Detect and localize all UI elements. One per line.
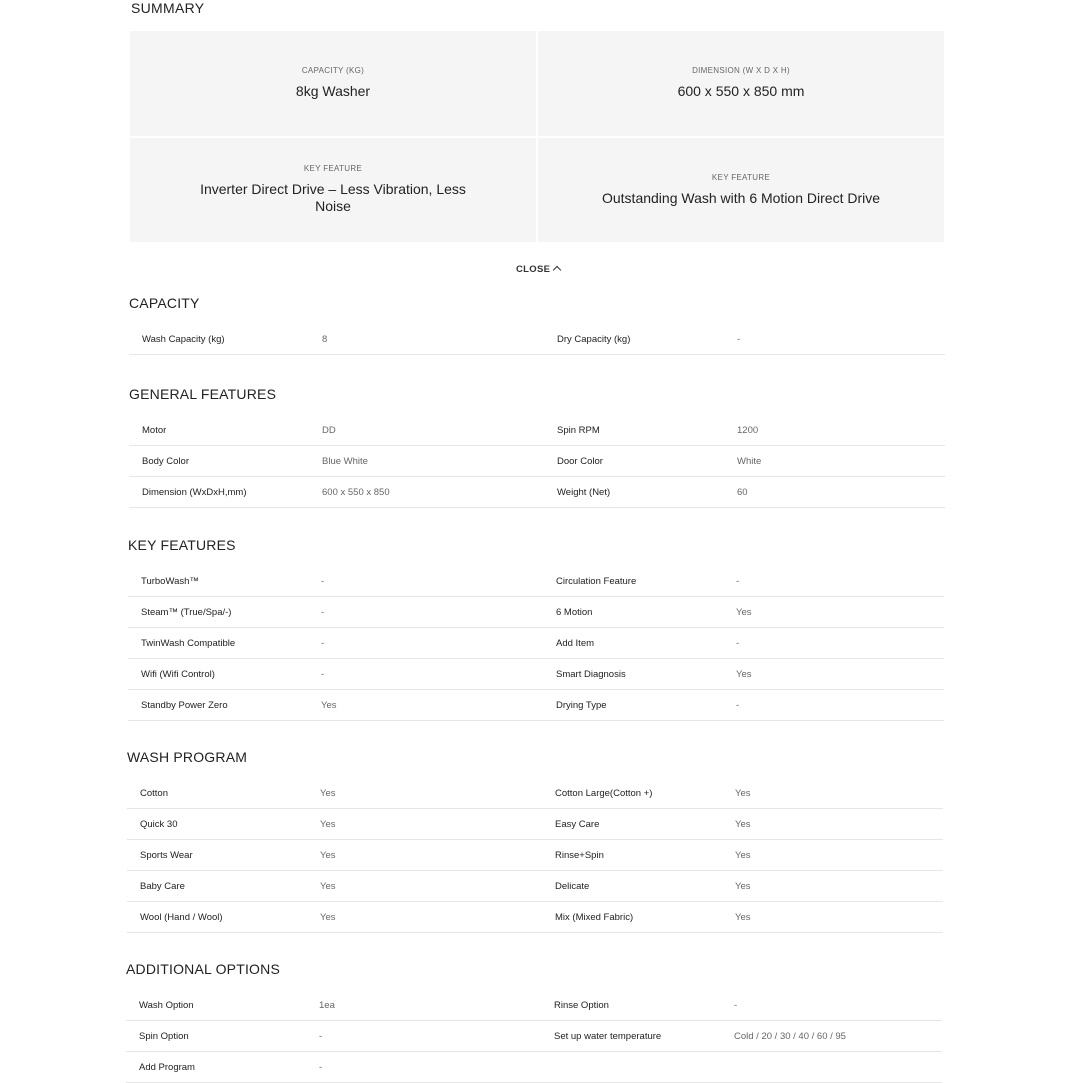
summary-value: 600 x 550 x 850 mm [677, 83, 805, 100]
spec-value: - [736, 699, 740, 711]
spec-key: Quick 30 [140, 818, 178, 830]
spec-key: Spin Option [139, 1030, 189, 1042]
spec-value: Yes [735, 880, 751, 892]
spec-key: Smart Diagnosis [556, 668, 626, 680]
table-row [128, 597, 944, 628]
summary-cell-key-feature-1 [130, 138, 536, 243]
spec-key: Set up water temperature [554, 1030, 662, 1042]
spec-value: Yes [735, 787, 751, 799]
spec-value: - [321, 606, 325, 618]
table-row [128, 628, 944, 659]
summary-label: DIMENSION (W X D X H) [692, 66, 790, 76]
spec-value: 1ea [319, 999, 335, 1011]
spec-value: Blue White [322, 455, 368, 467]
section-title: CAPACITY [129, 295, 200, 311]
spec-value: 600 x 550 x 850 [322, 486, 390, 498]
spec-key: Wool (Hand / Wool) [140, 911, 223, 923]
spec-key: Drying Type [556, 699, 607, 711]
spec-key: Spin RPM [557, 424, 600, 436]
table-row [129, 324, 945, 355]
spec-key: Sports Wear [140, 849, 193, 861]
spec-key: Circulation Feature [556, 575, 637, 587]
spec-key: Motor [142, 424, 167, 436]
section-capacity [129, 294, 945, 355]
table-row [127, 778, 943, 809]
spec-key: Door Color [557, 455, 603, 467]
summary-value: Inverter Direct Drive – Less Vibration, Less Noise [200, 181, 466, 215]
table-row [129, 415, 945, 446]
summary-label: CAPACITY (KG) [301, 66, 365, 76]
spec-key: Body Color [142, 455, 189, 467]
spec-key: Wash Capacity (kg) [142, 333, 225, 345]
summary-cell-key-feature-2 [538, 138, 944, 243]
summary-cell-capacity [130, 31, 536, 136]
spec-key: Wifi (Wifi Control) [141, 668, 215, 680]
spec-key: Dry Capacity (kg) [557, 333, 631, 345]
section-title: WASH PROGRAM [127, 749, 248, 765]
summary-title: SUMMARY [131, 0, 205, 16]
spec-value: Yes [735, 849, 751, 861]
spec-key: Mix (Mixed Fabric) [555, 911, 634, 923]
table-row [126, 1021, 942, 1052]
table-row [127, 809, 943, 840]
table-row [128, 659, 944, 690]
section-title: ADDITIONAL OPTIONS [126, 961, 280, 977]
spec-key: TwinWash Compatible [141, 637, 236, 649]
spec-value: White [737, 455, 762, 467]
summary-label: KEY FEATURE [303, 164, 363, 174]
spec-value: Yes [736, 668, 752, 680]
spec-key: Cotton [140, 787, 168, 799]
section-general-features [129, 385, 945, 508]
spec-key: Weight (Net) [557, 486, 611, 498]
table-row [128, 690, 944, 721]
spec-value: 1200 [737, 424, 759, 436]
spec-value: - [734, 999, 738, 1011]
spec-value: Yes [320, 787, 336, 799]
spec-key: Standby Power Zero [141, 699, 228, 711]
spec-key: Add Program [139, 1061, 195, 1073]
chevron-up-icon [553, 266, 561, 274]
spec-value: - [736, 637, 740, 649]
spec-value: 8 [322, 333, 328, 345]
summary-cell-dimension [538, 31, 944, 136]
spec-value: Yes [736, 606, 752, 618]
table-row [127, 871, 943, 902]
table-row [127, 840, 943, 871]
spec-value: 60 [737, 486, 748, 498]
spec-value: Yes [320, 880, 336, 892]
spec-value: - [319, 1030, 323, 1042]
spec-value: - [736, 575, 740, 587]
spec-key: Dimension (WxDxH,mm) [142, 486, 247, 498]
section-title: GENERAL FEATURES [129, 386, 277, 402]
spec-key: Rinse Option [554, 999, 609, 1011]
spec-value: - [319, 1061, 323, 1073]
spec-value: - [321, 575, 325, 587]
spec-key: Baby Care [140, 880, 185, 892]
close-button[interactable] [516, 264, 560, 275]
spec-value: Yes [735, 818, 751, 830]
spec-value: DD [322, 424, 336, 436]
spec-key: Easy Care [555, 818, 600, 830]
summary-value: 8kg Washer [295, 83, 371, 100]
table-row [128, 566, 944, 597]
table-row [126, 990, 942, 1021]
spec-value: Yes [320, 911, 336, 923]
summary-value: Outstanding Wash with 6 Motion Direct Drive [601, 189, 881, 206]
spec-key: Add Item [556, 637, 595, 649]
spec-value: Cold / 20 / 30 / 40 / 60 / 95 [734, 1030, 846, 1042]
section-additional-options [126, 960, 942, 1083]
table-row [127, 902, 943, 933]
table-row [129, 446, 945, 477]
spec-value: - [321, 668, 325, 680]
spec-value: - [737, 333, 741, 345]
spec-value: Yes [320, 849, 336, 861]
spec-value: Yes [321, 699, 337, 711]
spec-key: Cotton Large(Cotton +) [555, 787, 653, 799]
spec-value: Yes [320, 818, 336, 830]
spec-value: - [321, 637, 325, 649]
spec-value: Yes [735, 911, 751, 923]
section-key-features [128, 536, 944, 721]
close-label: CLOSE [516, 264, 551, 275]
spec-key: Steam™ (True/Spa/-) [141, 606, 232, 618]
summary-grid [130, 31, 944, 242]
table-row [129, 477, 945, 508]
table-row [126, 1052, 942, 1083]
spec-key: TurboWash™ [141, 575, 199, 587]
section-title: KEY FEATURES [128, 537, 236, 553]
section-wash-program [127, 748, 943, 933]
spec-key: 6 Motion [556, 606, 593, 618]
summary-label: KEY FEATURE [711, 172, 771, 182]
spec-key: Delicate [555, 880, 590, 892]
spec-key: Rinse+Spin [555, 849, 604, 861]
spec-key: Wash Option [139, 999, 194, 1011]
